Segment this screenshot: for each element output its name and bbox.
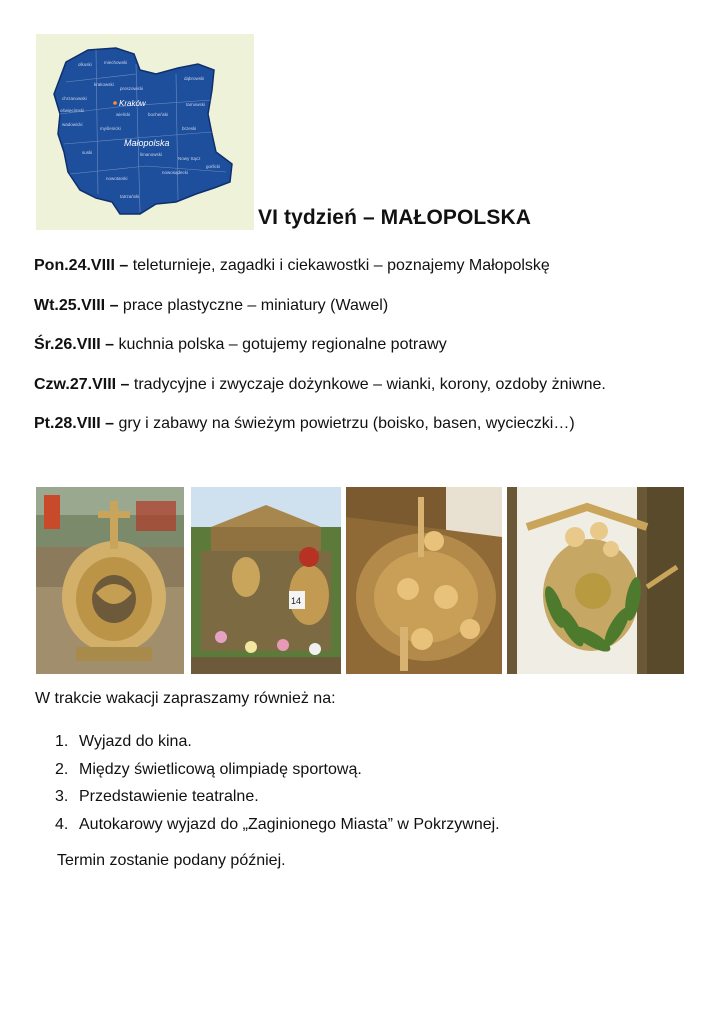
county-label: tatrzański — [120, 194, 140, 199]
county-label: nowotarski — [106, 176, 128, 181]
malopolska-map — [36, 34, 254, 230]
page-title: VI tydzień – MAŁOPOLSKA — [258, 206, 531, 229]
photo-strip — [36, 487, 686, 674]
date-note: Termin zostanie podany później. — [57, 852, 286, 869]
schedule-row — [34, 292, 714, 332]
county-label: oświęcimski — [60, 108, 85, 113]
krakow-marker — [113, 101, 117, 105]
schedule-row — [34, 371, 714, 411]
county-label: dąbrowski — [184, 76, 205, 81]
photo-harvest-decoration — [507, 487, 684, 674]
county-label: gorlicki — [206, 164, 221, 169]
county-label: tarnowski — [186, 102, 206, 107]
schedule-text: teleturnieje, zagadki i ciekawostki – poznajemy Małopolskę — [128, 257, 550, 274]
schedule-row — [34, 410, 714, 450]
photo-straw-crown — [36, 487, 184, 674]
county-label: Nowy Sącz — [178, 156, 201, 161]
list-item — [55, 758, 500, 786]
list-text: Przedstawienie teatralne. — [79, 788, 259, 805]
list-number: 3. — [55, 788, 69, 805]
list-text: Między świetlicową olimpiadę sportową. — [79, 760, 362, 778]
list-text: Autokarowy wyjazd do „Zaginionego Miasta” w Pokrzywnej. — [79, 815, 500, 833]
county-label: chrzanowski — [62, 96, 87, 101]
list-item — [55, 813, 500, 841]
county-label: krakowski — [94, 82, 114, 87]
schedule-day: Pon.24.VIII – — [34, 257, 129, 274]
intro-text: W trakcie wakacji zapraszamy również na: — [35, 690, 336, 707]
list-item — [55, 730, 500, 758]
schedule-row — [34, 252, 714, 292]
schedule-day: Wt.25.VIII – — [34, 296, 119, 314]
county-label: wadowicki — [62, 122, 83, 127]
float-number-badge: 14 — [291, 596, 302, 606]
photo-harvest-float — [191, 487, 341, 674]
county-label: brzeski — [182, 126, 197, 131]
county-label: myślenicki — [100, 126, 121, 131]
county-label: bocheński — [148, 112, 169, 117]
schedule-text: kuchnia polska – gotujemy regionalne potrawy — [114, 336, 447, 353]
schedule-day: Śr.26.VIII – — [34, 336, 115, 353]
schedule-day: Czw.27.VIII – — [34, 375, 130, 393]
photo-straw-ornament — [346, 487, 502, 674]
list-number: 1. — [55, 733, 69, 750]
krakow-label: Kraków — [119, 99, 146, 108]
county-label: nowosądecki — [162, 170, 189, 175]
county-label: limanowski — [140, 152, 163, 157]
county-label: proszowicki — [120, 86, 144, 91]
list-item — [55, 785, 500, 813]
county-label: olkuski — [78, 62, 92, 67]
list-number: 2. — [55, 760, 69, 778]
list-number: 4. — [55, 815, 69, 833]
schedule — [34, 252, 714, 450]
schedule-text: tradycyjne i zwyczaje dożynkowe – wianki, korony, ozdoby żniwne. — [129, 375, 606, 393]
county-label: miechowski — [104, 60, 128, 65]
activities-list — [55, 730, 500, 840]
county-label: suski — [82, 150, 93, 155]
list-text: Wyjazd do kina. — [79, 733, 192, 750]
schedule-day: Pt.28.VIII – — [34, 415, 115, 432]
schedule-text: gry i zabawy na świeżym powietrzu (boisko, basen, wycieczki…) — [114, 415, 575, 432]
schedule-row — [34, 331, 714, 371]
county-label: wielicki — [116, 112, 131, 117]
schedule-text: prace plastyczne – miniatury (Wawel) — [118, 296, 389, 314]
region-label: Małopolska — [124, 138, 170, 148]
